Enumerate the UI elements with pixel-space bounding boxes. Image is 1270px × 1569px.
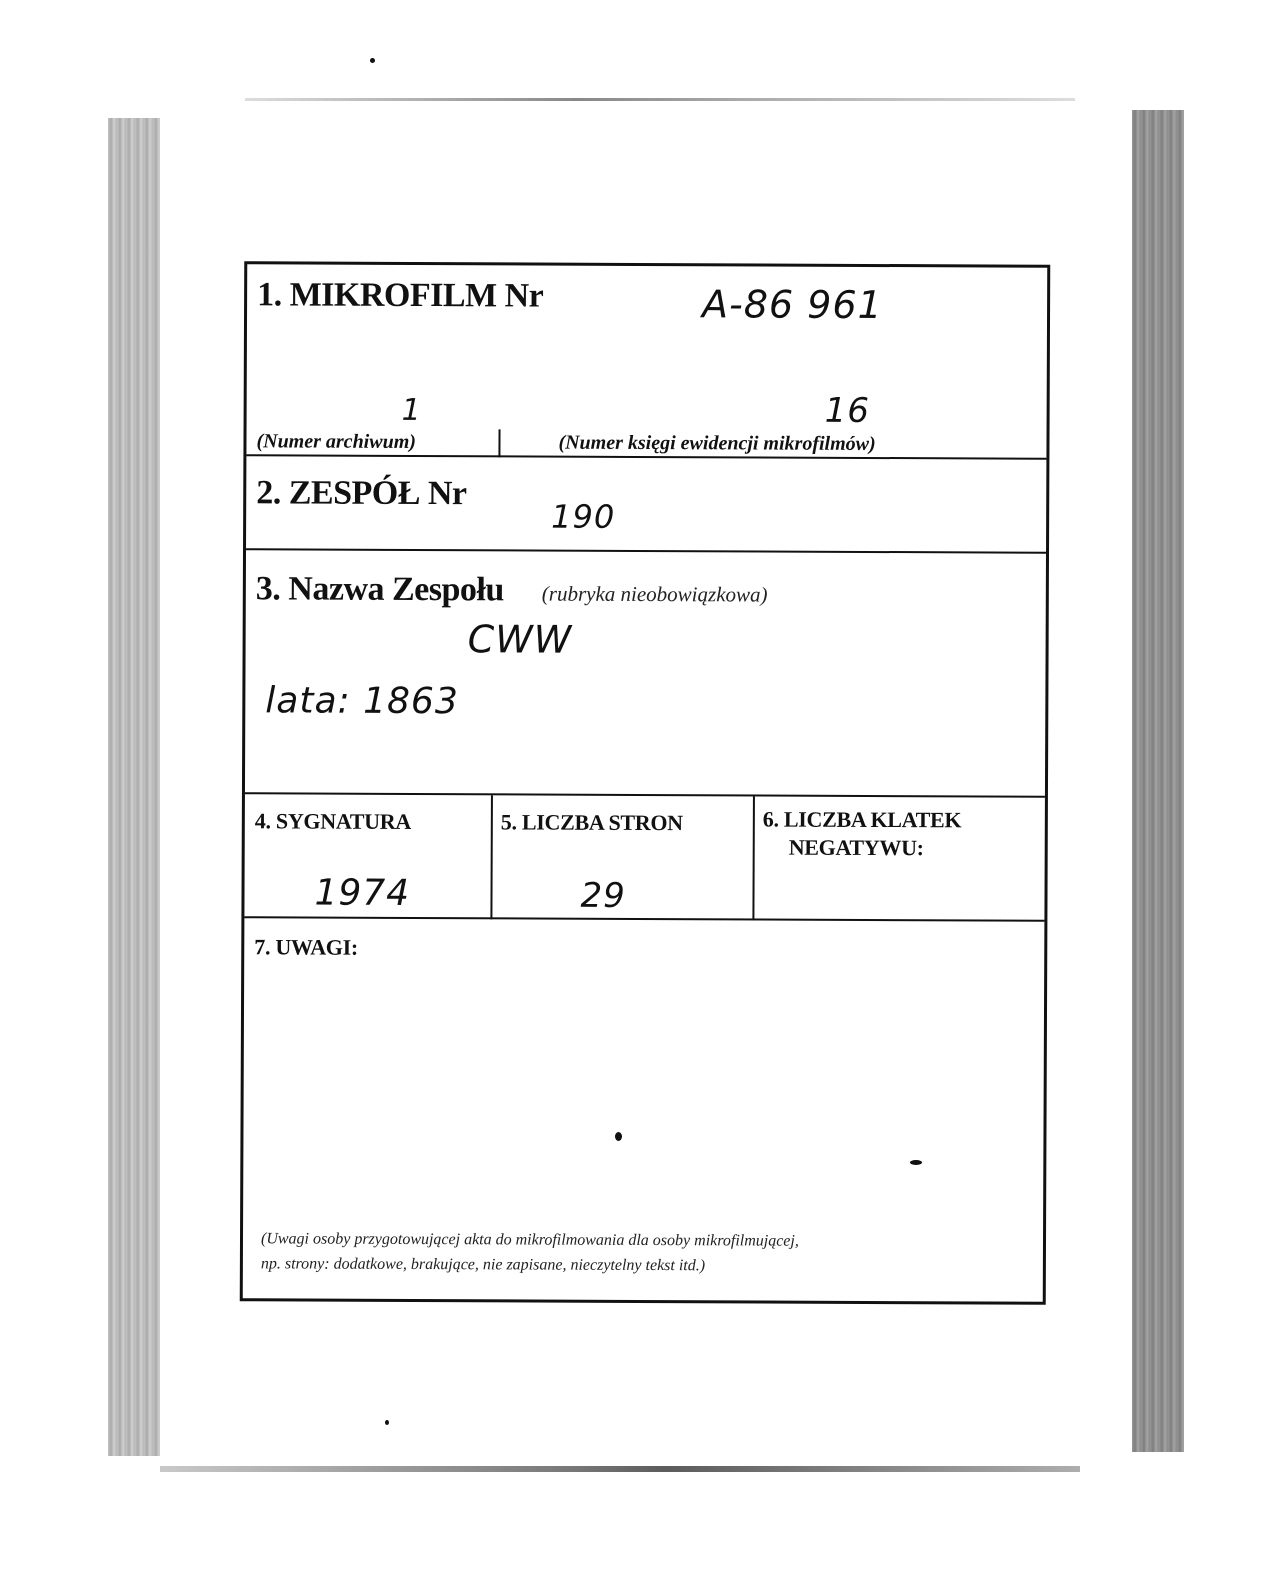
scan-bottom-line [160, 1466, 1080, 1472]
sub-divider [498, 429, 500, 457]
fonds-name-optional-note: (rubryka nieobowiązkowa) [541, 581, 768, 607]
microfilm-number-value: A-86 961 [701, 282, 883, 328]
section-remarks [243, 918, 1045, 1301]
section-fonds-name [245, 550, 1046, 797]
dust-speck [370, 58, 375, 63]
column-divider [490, 795, 493, 919]
register-number-value: 16 [824, 390, 870, 431]
fonds-name-label: 3. Nazwa Zespołu [255, 570, 504, 609]
fonds-name-value: CWW [467, 617, 573, 662]
section-details [244, 794, 1045, 921]
scan-edge-left [108, 118, 160, 1456]
fonds-number-value: 190 [551, 497, 616, 536]
section-microfilm-number [246, 264, 1047, 459]
remarks-note-line-2: np. strony: dodatkowe, brakujące, nie zapisane, nieczytelny tekst itd.) [260, 1255, 706, 1275]
scan-top-line [245, 98, 1075, 101]
microfilm-label: 1. MIKROFILM Nr [257, 276, 544, 315]
archive-number-value: 1 [401, 392, 422, 429]
negative-frames-label-1: 6. LICZBA KLATEK [762, 806, 962, 833]
page-count-value: 29 [580, 875, 626, 916]
scan-edge-right [1132, 110, 1184, 1452]
negative-frames-label-2: NEGATYWU: [788, 834, 924, 861]
page-count-label: 5. LICZBA STRON [500, 809, 683, 836]
signature-value: 1974 [314, 872, 411, 914]
fonds-label: 2. ZESPÓŁ Nr [256, 474, 467, 513]
fonds-years-value: lata: 1863 [265, 680, 459, 723]
register-number-label: (Numer księgi ewidencji mikrofilmów) [558, 431, 876, 456]
remarks-label: 7. UWAGI: [254, 934, 358, 960]
archive-number-label: (Numer archiwum) [256, 430, 417, 453]
signature-label: 4. SYGNATURA [254, 808, 412, 834]
dust-speck [385, 1420, 389, 1425]
microfilm-record-form [240, 261, 1051, 1305]
remarks-note-line-1: (Uwagi osoby przygotowującej akta do mikrofilmowania dla osoby mikrofilmującej, [260, 1230, 799, 1250]
section-fonds-number [246, 456, 1046, 553]
column-divider [752, 796, 755, 920]
